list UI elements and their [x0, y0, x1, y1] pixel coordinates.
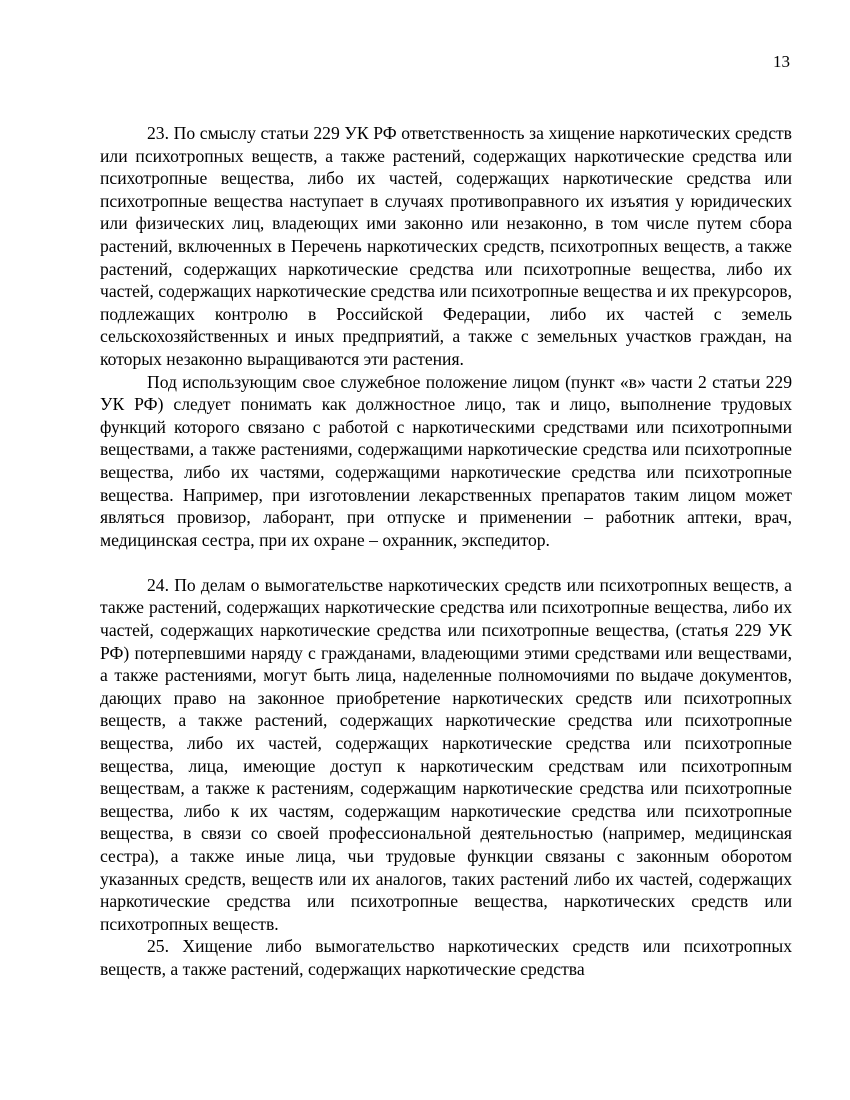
paragraph-24: 24. По делам о вымогательстве наркотических средств или психотропных веществ, а также растений, содержащих наркотические средства или психотропные вещества, либо их частей, содержащих наркотические средства или психотропные вещества, (статья 229 УК РФ) потерпевшими наряду с гражданами, владеющими этими средствами или веществами, а также растениями, могут быть лица, наделенные полномочиями по выдаче документов, дающих право на законное приобретение наркотических средств или психотропных веществ, а также растений, содержащих наркотические средства или психотропные вещества, либо их частей, содержащих наркотические средства или психотропные вещества, лица, имеющие доступ к наркотическим средствам или психотропным веществам, а также к растениям, содержащим наркотические средства или психотропные вещества, либо к их частям, содержащим наркотические средства или психотропные вещества, в связи со своей профессиональной деятельностью (например, медицинская сестра), а также иные лица, чьи трудовые функции связаны с законным оборотом указанных средств, веществ или их аналогов, таких растений либо их частей, содержащих наркотические средства или психотропные вещества, наркотических средств или психотропных веществ.: [100, 574, 792, 934]
document-body: [100, 122, 792, 981]
page-number: 13: [773, 52, 790, 71]
paragraph-23: 23. По смыслу статьи 229 УК РФ ответственность за хищение наркотических средств или психотропных веществ, а также растений, содержащих наркотические средства или психотропные вещества, либо их частей, содержащих наркотические средства или психотропные вещества наступает в случаях противоправного их изъятия у юридических или физических лиц, владеющих ими законно или незаконно, в том числе путем сбора растений, включенных в Перечень наркотических средств, психотропных веществ, а также растений, содержащих наркотические средства или психотропные вещества, либо их частей, содержащих наркотические средства или психотропные вещества и их прекурсоров, подлежащих контролю в Российской Федерации, либо их частей с земель сельскохозяйственных и иных предприятий, а также с земельных участков граждан, на которых незаконно выращиваются эти растения.: [100, 123, 792, 369]
paragraph-official-position: Под использующим свое служебное положение лицом (пункт «в» части 2 статьи 229 УК РФ) следует понимать как должностное лицо, так и лицо, выполнение трудовых функций которого связано с работой с наркотическими средствами или психотропными веществами, а также растениями, содержащими наркотические средства или психотропные вещества, либо их частями, содержащими наркотические средства или психотропные вещества. Например, при изготовлении лекарственных препаратов таким лицом может являться провизор, лаборант, при отпуске и применении – работник аптеки, врач, медицинская сестра, при их охране – охранник, экспедитор.: [100, 371, 792, 550]
paragraph-25: 25. Хищение либо вымогательство наркотических средств или психотропных веществ, а также растений, содержащих наркотические средства: [100, 936, 792, 979]
